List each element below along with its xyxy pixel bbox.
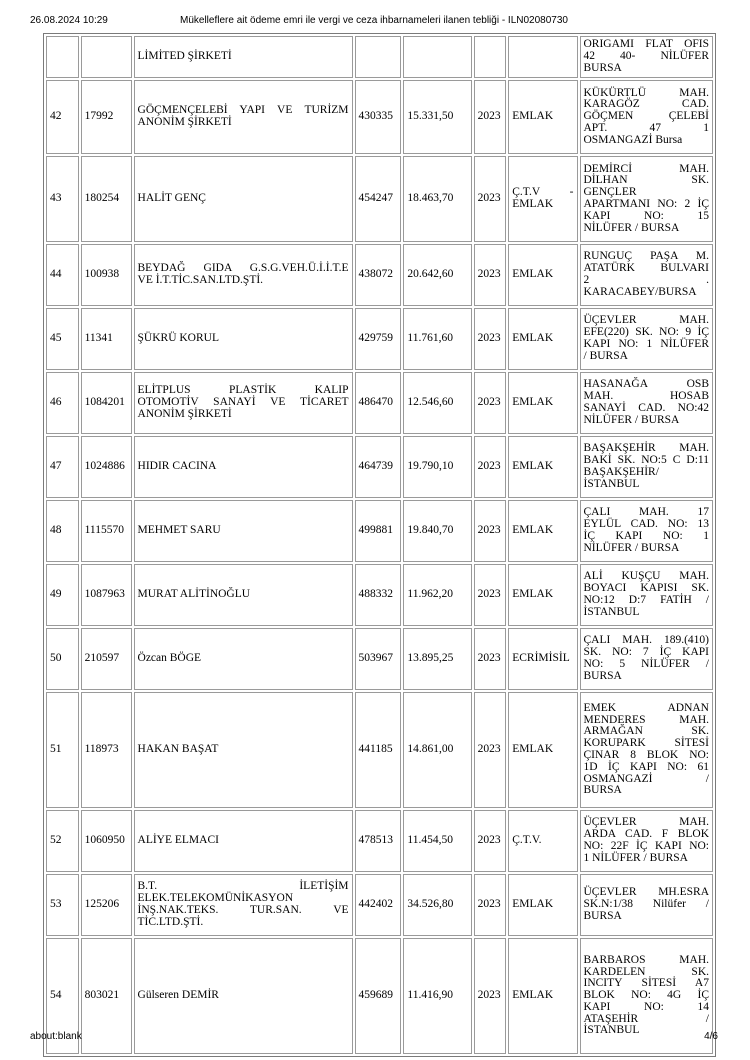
amount [403,36,471,78]
tax-type: Ç.T.V. [508,810,577,872]
address-line: ATATÜRK BULVARI [583,262,709,275]
address-line: 2 . [583,274,709,286]
year: 2023 [474,80,507,154]
address-line: BAŞAKŞEHİR MAH. [583,442,709,455]
tax-type: EMLAK [508,938,577,1054]
table-row [46,500,713,562]
row-number: 43 [46,156,79,242]
taxpayer-table [43,33,716,1057]
taxpayer-name-line: İNŞ.NAK.TEKS. TUR.SAN. VE [137,904,349,916]
row-number: 42 [46,80,79,154]
address [580,156,714,242]
taxpayer-name-line: TİC.LTD.ŞTİ. [137,915,204,928]
taxpayer-id: 118973 [81,692,132,808]
page-number: 4/6 [704,1031,718,1042]
table-row [46,692,713,808]
table-row [46,628,713,690]
row-number: 50 [46,628,79,690]
taxpayer-name-line: HAKAN BAŞAT [137,743,219,756]
address-line: GÖÇMEN ÇELEBİ [583,110,709,123]
address-line: ÇALI MAH. 189.(410) [583,634,709,647]
row-number: 52 [46,810,79,872]
table-row [46,436,713,498]
taxpayer-name-line: BEYDAĞ GIDA G.S.G.VEH.Ü.İ.İ.T.E [137,262,349,275]
year: 2023 [474,500,507,562]
table-row [46,372,713,434]
notice-number: 503967 [355,628,402,690]
row-number: 53 [46,874,79,936]
row-number: 48 [46,500,79,562]
taxpayer-id: 17992 [81,80,132,154]
address-line: İÇ KAPI NO: 1 [583,530,709,542]
address-line: MENDERES MAH. [583,713,709,726]
year: 2023 [474,156,507,242]
address-line: SK.N:1/38 Nilüfer / [583,898,709,911]
amount: 18.463,70 [403,156,471,242]
taxpayer-name [134,308,353,370]
year: 2023 [474,372,507,434]
address-line: ARDA CAD. F BLOK [583,828,709,841]
amount: 11.761,60 [403,308,471,370]
address [580,810,714,872]
taxpayer-name [134,564,353,626]
tax-type: EMLAK [508,308,577,370]
taxpayer-name-line: ANONİM ŞİRKETİ [137,407,232,420]
page-url: about:blank [30,1031,82,1042]
address-line: BURSA [583,784,622,797]
address-line: BURSA [583,61,622,74]
address [580,692,714,808]
address-line: BLOK NO: 4G İÇ [583,989,709,1002]
address [580,372,714,434]
address [580,500,714,562]
taxpayer-name-line: VE İ.T.TİC.SAN.LTD.ŞTİ. [137,274,264,286]
year: 2023 [474,244,507,306]
address [580,244,714,306]
taxpayer-name-line: GÖÇMENÇELEBİ YAPI VE TURİZM [137,104,349,117]
address-line: BARBAROS MAH. [583,953,709,966]
tax-type: EMLAK [508,564,577,626]
address-line: NO:12 D:7 FATİH / [583,594,709,606]
taxpayer-name [134,628,353,690]
taxpayer-name [134,500,353,562]
taxpayer-name-line: Gülseren DEMİR [137,989,219,1002]
address-line: EMEK ADNAN [583,701,709,714]
address-line: OSMANGAZİ / [583,772,709,785]
amount: 11.416,90 [403,938,471,1054]
address-line: EYLÜL CAD. NO: 13 [583,518,709,531]
address-line: SANAYİ CAD. NO:42 [583,402,709,414]
taxpayer-name [134,810,353,872]
address-line: BAŞAKŞEHİR/ [583,466,659,478]
address-line: NİLÜFER / BURSA [583,413,680,426]
address-line: DEMİRCİ MAH. [583,162,709,175]
taxpayer-name-line: B.T. İLETİŞİM [137,880,349,893]
address-line: KÜKÜRTLÜ MAH. [583,86,709,99]
notice-number: 486470 [355,372,402,434]
address-line: BAKİ SK. NO:5 C D:11 [583,454,709,467]
address-line: KAPI NO: 14 [583,1000,709,1013]
address-line: ARMAĞAN SK. [583,725,709,738]
row-number: 47 [46,436,79,498]
year: 2023 [474,874,507,936]
notice-number: 488332 [355,564,402,626]
address-line: APT. 47 1 [583,121,709,134]
taxpayer-name-line: Özcan BÖGE [137,652,202,665]
address [580,874,714,936]
address-line: İSTANBUL [583,605,640,618]
taxpayer-name [134,436,353,498]
table-row [46,36,713,78]
address [580,308,714,370]
address-line: ÜÇEVLER MAH. [583,816,709,829]
year: 2023 [474,436,507,498]
address-line: BOYACI KAPISI SK. [583,582,709,595]
address-line: BURSA [583,669,622,682]
notice-number [355,36,402,78]
taxpayer-id: 180254 [81,156,132,242]
notice-number: 442402 [355,874,402,936]
address-line: DİLHAN SK. [583,174,709,187]
amount: 15.331,50 [403,80,471,154]
amount: 11.962,20 [403,564,471,626]
table-row [46,156,713,242]
row-number: 45 [46,308,79,370]
address-line: NO: 5 NİLÜFER / [583,658,709,670]
taxpayer-id: 125206 [81,874,132,936]
taxpayer-name-line: HALİT GENÇ [137,192,206,205]
address [580,80,714,154]
address-line: 1 NİLÜFER / BURSA [583,851,688,864]
taxpayer-id: 803021 [81,938,132,1054]
print-footer [30,1030,718,1044]
table-row [46,810,713,872]
year [474,36,507,78]
taxpayer-name-line: MEHMET SARU [137,524,221,537]
tax-type: EMLAK [508,874,577,936]
address-line: 42 40- NİLÜFER [583,50,709,63]
address [580,628,714,690]
row-number: 54 [46,938,79,1054]
address [580,564,714,626]
notice-number: 464739 [355,436,402,498]
taxpayer-name [134,692,353,808]
taxpayer-name-line: OTOMOTİV SANAYİ VE TİCARET [137,396,349,409]
address-line: SK. NO: 7 İÇ KAPI [583,646,709,659]
taxpayer-name-line: ALİYE ELMACI [137,834,219,847]
print-datetime: 26.08.2024 10:29 [30,15,108,26]
row-number: 49 [46,564,79,626]
table-row [46,244,713,306]
document-title: Mükelleflere ait ödeme emri ile vergi ve ceza ihbarnameleri ilanen tebliği - ILN02080730 [180,15,568,26]
address-line: ALİ KUŞÇU MAH. [583,570,709,583]
taxpayer-id [81,36,132,78]
address-line: KARACABEY/BURSA [583,285,697,298]
address-line: RUNGUÇ PAŞA M. [583,250,709,263]
address-line: APARTMANI NO: 2 İÇ [583,198,709,210]
taxpayer-id: 11341 [81,308,132,370]
address-line: KARDELEN SK. [583,965,709,978]
address-line: NO: 22F İÇ KAPI NO: [583,840,709,852]
address-line: GENÇLER [583,186,637,199]
address-line: NİLÜFER / BURSA [583,221,680,234]
notice-number: 430335 [355,80,402,154]
address-line: INCITY SİTESİ A7 [583,977,709,990]
address [580,436,714,498]
tax-type: EMLAK [508,80,577,154]
address-line: NİLÜFER / BURSA [583,541,680,554]
taxpayer-name [134,80,353,154]
tax-type: ECRİMİSİL [508,628,577,690]
year: 2023 [474,628,507,690]
address-line: HASANAĞA OSB [583,378,709,391]
notice-number: 441185 [355,692,402,808]
address-line: KARAGÖZ CAD. [583,98,709,111]
tax-type: EMLAK [508,692,577,808]
row-number: 44 [46,244,79,306]
year: 2023 [474,810,507,872]
taxpayer-name [134,372,353,434]
notice-number: 459689 [355,938,402,1054]
taxpayer-name-line: ANONİM ŞİRKETİ [137,116,232,128]
address-line: KAPI NO: 15 [583,209,709,222]
address-line: İSTANBUL [583,1024,640,1037]
amount: 19.840,70 [403,500,471,562]
notice-number: 454247 [355,156,402,242]
taxpayer-id: 100938 [81,244,132,306]
taxpayer-name [134,36,353,78]
row-number: 51 [46,692,79,808]
taxpayer-name-line: ELİTPLUS PLASTİK KALIP [137,384,349,397]
address-line: OSMANGAZİ Bursa [583,133,683,146]
tax-type: EMLAK [508,372,577,434]
address-line: BURSA [583,909,622,922]
taxpayer-name-line: HIDIR CACINA [137,460,217,473]
amount: 13.895,25 [403,628,471,690]
address-line: 1D İÇ KAPI NO: 61 [583,760,709,773]
address [580,36,714,78]
amount: 34.526,80 [403,874,471,936]
taxpayer-name-line: MURAT ALİTİNOĞLU [137,588,251,601]
taxpayer-name [134,156,353,242]
amount: 19.790,10 [403,436,471,498]
tax-type: EMLAK [508,244,577,306]
table-row [46,80,713,154]
table-row [46,308,713,370]
taxpayer-name-line: ELEK.TELEKOMÜNİKASYON [137,892,294,905]
tax-type: Ç.T.V - EMLAK [508,156,577,242]
address-line: ÜÇEVLER MAH. [583,314,709,327]
print-header [30,14,718,28]
address-line: EFE(220) SK. NO: 9 İÇ [583,326,709,339]
tax-type [508,36,577,78]
taxpayer-id: 1060950 [81,810,132,872]
address-line: KORUPARK SİTESİ [583,737,709,750]
address-line: KAPI NO: 1 NİLÜFER [583,338,709,350]
year: 2023 [474,564,507,626]
taxpayer-id: 1024886 [81,436,132,498]
row-number: 46 [46,372,79,434]
taxpayer-name-line: LİMİTED ŞİRKETİ [137,50,232,63]
table-row [46,874,713,936]
taxpayer-id: 1115570 [81,500,132,562]
year: 2023 [474,938,507,1054]
notice-number: 478513 [355,810,402,872]
taxpayer-id: 1087963 [81,564,132,626]
table-row [46,564,713,626]
amount: 14.861,00 [403,692,471,808]
address-line: İSTANBUL [583,477,640,490]
notice-number: 438072 [355,244,402,306]
notice-number: 499881 [355,500,402,562]
tax-type: EMLAK [508,500,577,562]
row-number [46,36,79,78]
amount: 12.546,60 [403,372,471,434]
amount: 20.642,60 [403,244,471,306]
taxpayer-id: 210597 [81,628,132,690]
taxpayer-id: 1084201 [81,372,132,434]
address-line: ATAŞEHİR / [583,1012,709,1025]
address-line: ÇALI MAH. 17 [583,506,709,519]
address-line: / BURSA [583,349,628,362]
address-line: ORIGAMI FLAT OFIS [583,38,709,51]
address-line: MAH. HOSAB [583,390,709,403]
taxpayer-name [134,244,353,306]
notice-number: 429759 [355,308,402,370]
tax-type: EMLAK [508,436,577,498]
address-line: ÜÇEVLER MH.ESRA [583,886,709,899]
amount: 11.454,50 [403,810,471,872]
taxpayer-name [134,874,353,936]
taxpayer-name-line: ŞÜKRÜ KORUL [137,332,219,345]
address-line: ÇINAR 8 BLOK NO: [583,749,709,761]
year: 2023 [474,308,507,370]
year: 2023 [474,692,507,808]
